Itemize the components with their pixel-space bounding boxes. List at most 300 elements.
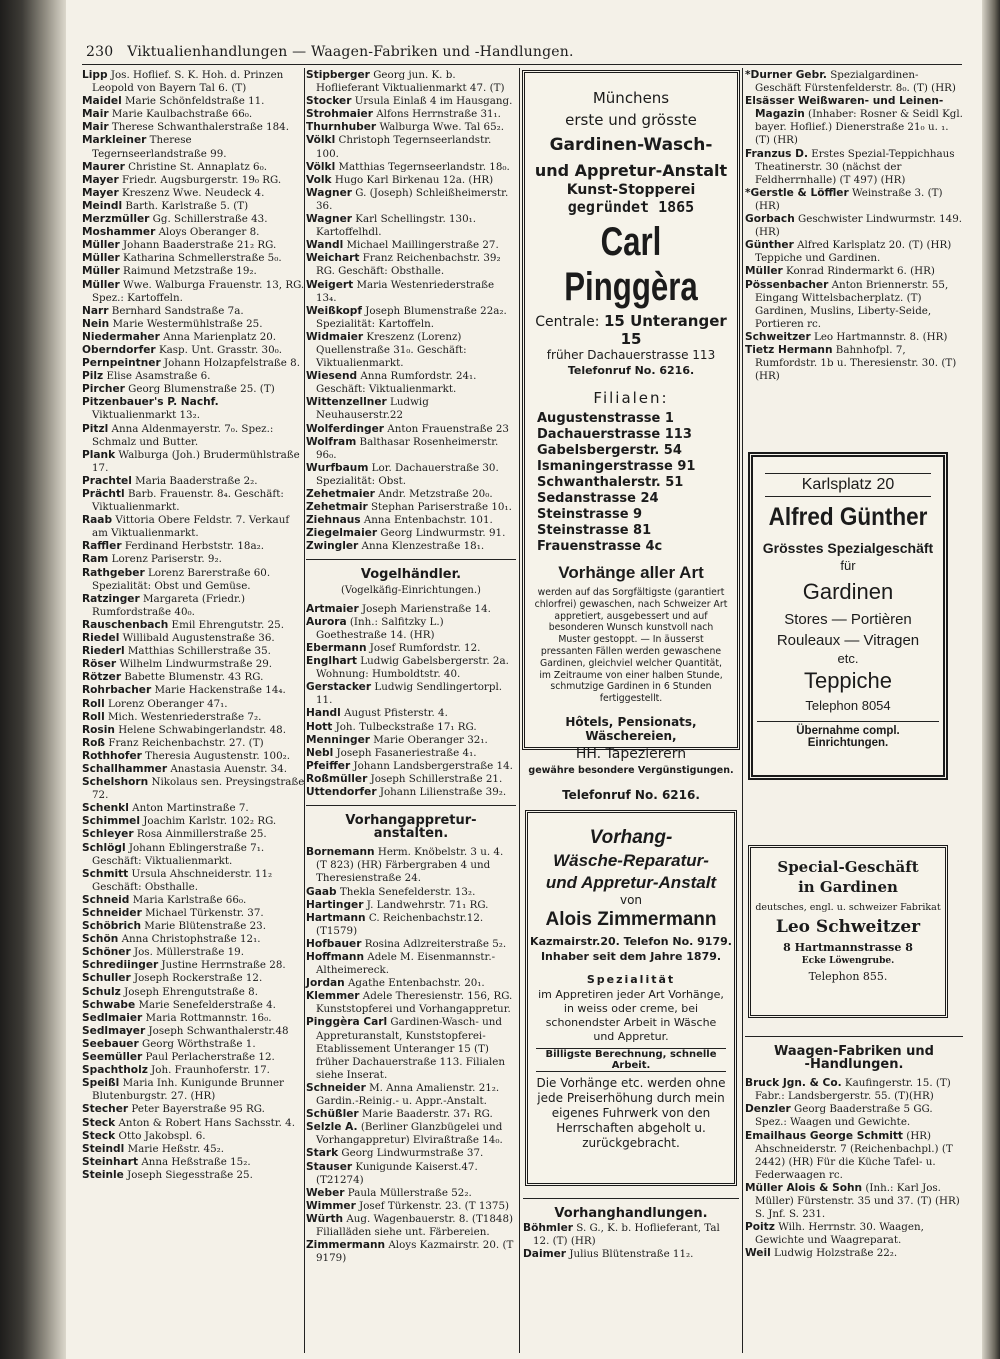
directory-entry [82,986,306,999]
directory-entry [82,488,306,514]
directory-entry [745,1130,963,1182]
entry-details: Anton Briennerstr. 55, Eingang Wittelsbacherplatz. (T) Gardinen, Muslins, Liberty-Seide, Portieren rc. [755,278,949,330]
entry-name: Schelshorn [82,776,149,789]
entry-details: Barth. Karlstraße 5. (T) [125,199,249,212]
pinggera-advertisement [522,70,740,802]
entry-name: Schwabe [82,998,136,1011]
entry-details: Joachim Karlstr. 102₂ RG. [143,815,277,828]
ad-line: Rouleaux — Vitragen [776,632,920,649]
ad-company-name: Carl Pinggèra [564,220,698,309]
entry-name: Schneider [82,907,142,919]
entry-name: Seemüller [82,1051,143,1064]
directory-entry [82,540,306,553]
directory-entry [306,331,516,370]
entry-details: Helene Schwabingerlandstr. 48. [118,723,286,736]
entry-name: Pernpeintner [82,357,161,370]
column-3 [745,69,963,383]
vorhangapp-heading-1: Vorhangappretur- [345,813,477,829]
entry-name: Zehetmaier [306,488,375,500]
entry-details: Maria Baaderstraße 2₂. [135,474,258,487]
entry-name: Wagner [306,213,352,226]
directory-entry [745,239,963,265]
directory-entry [745,279,963,331]
directory-entry [82,632,306,645]
directory-entry [306,436,516,462]
entry-details: Marie Senefelderstraße 4. [138,998,276,1011]
ad-line: Vorhänge aller Art [558,563,704,582]
ad-line: für [840,558,856,573]
directory-entry [82,121,306,134]
entry-details: Joh. Fraunhoferstr. 17. [151,1064,270,1077]
directory-entry [82,226,306,239]
directory-entry [82,763,306,776]
section-rule [523,1198,739,1199]
page-edge [982,0,1000,1359]
directory-entry [82,265,306,278]
entry-details: Rosa Ainmillerstraße 25. [136,828,267,841]
directory-entry [745,95,963,147]
entry-details: Hugo Karl Birkenau 12a. (HR) [334,173,494,186]
entry-details: Peter Bayerstraße 95 RG. [131,1103,265,1116]
entry-name: Hott [306,720,333,733]
entry-details: Johann Eblingerstraße 7₁. Geschäft: Viktualienmarkt. [92,841,265,867]
entry-name: Weber [306,1186,345,1199]
directory-entry [745,187,963,213]
entry-details: C. Reichenbachstr.12. (T1579) [316,911,484,937]
entry-name: Riederl [82,645,125,658]
entry-name: Menninger [306,733,370,746]
column-1 [82,69,306,1182]
directory-entry [82,894,306,907]
entry-details: Otto Jakobspl. 6. [118,1129,206,1142]
directory-entry [306,990,516,1016]
entry-name: Selzle A. [306,1121,358,1134]
ad-line: Gardinen [802,579,894,604]
entry-name: Markleiner [82,134,147,147]
ad-body: Die Vorhänge etc. werden ohne jede Preiserhöhung durch mein eigenes Fuhrwerk von den Herrschaften abgeholt u. zurückgebracht. [536,1076,726,1150]
directory-entry [82,671,306,684]
entry-details: Ludwig Neuhauserstr.22 [316,396,429,422]
entry-name: Ziegelmaier [306,527,378,540]
header-rule [82,64,962,65]
directory-entry [82,475,306,488]
entry-name: Rathgeber [82,566,145,579]
entry-name: Schallhammer [82,762,168,775]
entry-details: (HR) Ahschneiderstr. 7 (Reichenbachpl.) (T 2442) (HR) Für die Küche Tafel- u. Federwaagen rc. [755,1129,953,1181]
directory-entry [306,423,516,436]
entry-name: Pitzl [82,422,109,435]
entry-details: Joh. Tulbeckstraße 17₁ RG. [335,720,477,733]
directory-entry [82,370,306,383]
ad-line: Filialen: [593,389,669,407]
ad-line: Kunst-Stopperei [566,182,696,198]
entry-name: Maidel [82,95,122,108]
entry-details: Margareta (Friedr.) Rumfordstraße 40₀. [92,592,246,618]
ad-company-name: Leo Schweitzer [775,917,921,937]
entry-details: Stephan Pariserstraße 10₁. [370,501,512,514]
entry-name: Gerstacker [306,681,372,694]
directory-entry [306,108,516,121]
directory-entry [82,1156,306,1169]
branch-address: Sedanstrasse 24 [537,491,659,506]
entry-details: Aug. Wagenbauerstr. 8. (T1848) Filialläden siehe unt. Färbereien. [316,1212,514,1238]
ad-line: erste und grösste [565,111,697,129]
entry-details: Gg. Schillerstraße 43. [152,213,268,226]
entry-details: Kunigunde Kaiserst.47.(T21274) [316,1160,478,1186]
entry-name: Strohmaier [306,108,373,121]
entry-details: G. (Joseph) Schleißheimerstr. 36. [316,186,509,212]
directory-entry [306,1213,516,1239]
vorhanghand-section [523,1192,739,1261]
ad-line: HH. Tapezierern [575,745,687,762]
entry-details: Anna Marienplatz 20. [163,330,277,343]
directory-entry [306,681,516,707]
entry-details: J. Landwehrstr. 71₁ RG. [366,898,489,911]
entry-details: (Inh.: Karl Jos. Müller) Fürstenstr. 35 und 37. (T) (HR) S. Jnf. S. 231. [755,1181,960,1221]
ad-line: Münchens [592,89,670,107]
entry-name: *Durner Gebr. [745,69,827,81]
directory-entry [745,1182,963,1221]
directory-entry [745,148,963,187]
entry-name: Stark [306,1147,339,1160]
entry-name: Pitzenbauer's P. Nachf. [82,396,219,409]
directory-entry [306,1082,516,1108]
entry-name: Schmitt [82,867,129,880]
directory-entry [82,1103,306,1116]
entry-name: Röser [82,658,117,671]
entry-details: Kaufingerstr. 15. (T) Fabr.: Landsbergerstr. 55. (T)(HR) [755,1077,951,1103]
entry-details: Joseph Fasaneriestraße 4₁. [336,746,477,759]
directory-entry [745,1077,963,1103]
entry-details: Georg Lindwurmstraße 37. [341,1147,484,1160]
entry-details: Franz Reichenbachstr. 27. (T) [108,736,264,749]
directory-entry [306,977,516,990]
directory-entry [745,265,963,278]
directory-entry [82,907,306,920]
entry-details: Wilh. Herrnstr. 30. Waagen, Gewichte und Waagreparat. [755,1221,924,1247]
entry-name: Zwingler [306,540,359,553]
entry-name: Völkl [306,160,336,173]
entry-details: Therese Schwanthalerstraße 184. [111,121,289,134]
entry-name: Völkl [306,134,336,147]
directory-entry [306,370,516,396]
entry-name: Artmaier [306,602,359,615]
entry-name: Tietz Hermann [745,343,833,356]
directory-entry [82,724,306,737]
entry-name: Schleyer [82,828,134,841]
entry-name: Pössenbacher [745,278,829,291]
entry-name: Weil [745,1247,771,1260]
directory-entry [523,1248,739,1261]
entry-name: Mayer [82,173,119,186]
entry-name: Schön [82,933,119,946]
entry-details: Ferdinand Herbststr. 18a₂. [124,540,264,553]
entry-details: Joseph Marienstraße 14. [362,602,491,615]
entry-details: Maria Westenriederstraße 13₄. [316,278,495,304]
directory-entry [82,920,306,933]
entry-details: Spezialgardinen-Geschäft Fürstenfelderstr. 8₀. (T) (HR) [755,69,956,95]
entry-name: Steinhart [82,1155,139,1168]
directory-entry [82,423,306,449]
entry-name: Moshammer [82,226,156,239]
branch-address: Steinstrasse 81 [537,523,652,538]
entry-details: Anna Heßstraße 15₂. [141,1155,251,1168]
entry-name: Roll [82,710,105,723]
directory-entry [306,1108,516,1121]
entry-details: Adele Theresienstr. 156, RG. Kunststopferei und Vorhangappretur. [316,990,513,1016]
entry-details: Karl Schellingstr. 130₁. Kartoffelhdl. [316,213,477,239]
entry-details: Michael Maillingerstraße 27. [346,239,499,252]
ad-line: Stores — Portièren [784,611,912,628]
directory-entry [306,134,516,160]
directory-entry [306,846,516,885]
entry-details: Joseph Schillerstraße 21. [370,772,503,785]
column-2 [306,69,516,1265]
vogel-subheading: (Vogelkäfig-Einrichtungen.) [341,584,481,596]
directory-entry [82,658,306,671]
entry-details: Theresia Augustenstr. 100₂. [145,749,291,762]
directory-entry [82,305,306,318]
ad-line: Special-Geschäft [777,858,919,876]
entry-details: Christine St. Annaplatz 6₀. [128,160,267,173]
ad-line: Ecke Löwengrube. [801,956,895,966]
ad-line: Vorhang- [589,827,673,848]
branch-address: Dachauerstrasse 113 [537,427,692,442]
entry-name: Pilz [82,370,104,383]
directory-entry [82,946,306,959]
entry-details: Franz Reichenbachstr. 39₂ RG. Geschäft: Obsthalle. [316,252,501,278]
entry-name: Mayer [82,186,119,199]
directory-entry [82,318,306,331]
branch-address: Augustenstrasse 1 [537,411,674,426]
entry-name: Müller Alois & Sohn [745,1181,863,1194]
entry-name: Schöbrich [82,920,141,933]
entry-name: Thurnhuber [306,121,377,134]
entry-details: Alfred Karlsplatz 20. (T) (HR) Teppiche und Gardinen. [755,239,952,265]
ad-line: 15 Unteranger 15 [603,312,727,348]
directory-entry [306,1187,516,1200]
branch-address: Frauenstrasse 4c [537,539,663,554]
directory-entry [306,95,516,108]
entry-details: Lor. Dachauerstraße 30. Spezialität: Obst. [316,461,499,487]
vorhangapp-heading-2: anstalten. [373,826,449,842]
directory-entry [306,540,516,553]
entry-name: Rosin [82,723,115,736]
entry-details: Lorenz Pariserstr. 9₂. [111,553,222,566]
directory-entry [82,1012,306,1025]
entry-details: S. G., K. b. Hoflieferant, Tal 12. (T) (HR) [533,1222,720,1248]
entry-name: Sedlmayer [82,1024,146,1037]
entry-name: Widmaier [306,330,364,343]
directory-entry [82,344,306,357]
directory-entry [82,933,306,946]
directory-entry [82,711,306,724]
entry-details: Emil Ehrengutstr. 25. [171,618,284,631]
waagen-heading-2: -Handlungen. [804,1057,904,1073]
directory-entry [82,134,306,160]
entry-name: Gaab [306,885,337,898]
entry-details: Michael Türkenstr. 37. [145,907,264,919]
entry-details: Kreszenz (Lorenz) Quellenstraße 31₀. Geschäft: Viktualienmarkt. [316,330,467,370]
entry-details: Julius Blütenstraße 11₂. [569,1248,694,1261]
entry-name: Hartinger [306,898,364,911]
directory-entry [82,815,306,828]
directory-entry [306,734,516,747]
entry-name: Weigert [306,278,354,291]
vorhanghand-heading: Vorhanghandlungen. [554,1206,708,1221]
entry-name: Raab [82,514,113,527]
entry-details: M. Anna Amalienstr. 21₂. Gardin.-Reinig.- u. Appr.-Anstalt. [316,1081,500,1108]
directory-entry [306,174,516,187]
ad-phone: Telefonruf No. 6216. [562,787,700,802]
directory-entry [306,213,516,239]
entry-details: Anna Aldenmayerstr. 7₀. Spez.: Schmalz und Butter. [92,422,274,448]
entry-details: Babette Blumenstr. 43 RG. [124,671,264,684]
entry-name: Volk [306,173,332,186]
directory-entry [306,912,516,938]
entry-details: Anton Martinstraße 7. [132,802,249,815]
entry-details: Therese Tegernseerlandstraße 99. [92,134,227,160]
entry-details: Matthias Tegernseerlandstr. 18₀. [338,160,510,173]
entry-name: Schimmel [82,815,140,828]
ad-line: Billigste Berechnung, schnelle Arbeit. [536,1048,726,1072]
entry-name: Ziehnaus [306,514,361,527]
entry-name: Plank [82,448,116,461]
vogel-heading: Vogelhändler. [360,567,462,583]
ad-company-name: Alfred Günther [768,503,928,531]
entry-details: Marie Oberanger 32₁. [373,733,488,746]
entry-name: Daimer [523,1248,567,1261]
directory-entry [306,899,516,912]
entry-name: Stocker [306,95,352,108]
branch-address: Schwanthalerstr. 51 [537,475,684,490]
entry-name: Raffler [82,540,122,553]
directory-entry [306,161,516,174]
entry-name: Oberndorfer [82,343,156,356]
entry-details: Anna Rumfordstr. 24₁. Geschäft: Viktualienmarkt. [316,370,477,396]
entry-details: Marie Kaulbachstraße 66₀. [111,108,253,121]
directory-entry [306,279,516,305]
entry-details: Joseph Rockerstraße 12. [133,972,263,985]
directory-entry [745,344,963,383]
entry-details: Jos. Müllerstraße 19. [133,946,245,959]
directory-entry [306,642,516,655]
directory-entry [82,1051,306,1064]
entry-name: Steck [82,1129,116,1142]
entry-name: Hoffmann [306,951,364,963]
directory-entry [745,1247,963,1260]
entry-details: Joseph Siegesstraße 25. [127,1168,253,1181]
entry-details: Marie Heßstr. 45₂. [127,1142,225,1155]
entry-details: Marie Blütenstraße 23. [144,920,267,933]
directory-entry [306,616,516,642]
ad-line: Grösstes Spezialgeschäft [762,540,934,556]
directory-entry [306,1147,516,1160]
entry-details: Ludwig Holzstraße 22₂. [774,1247,898,1260]
entry-name: Roß [82,736,106,749]
directory-entry [82,698,306,711]
entry-name: Stecher [82,1103,129,1116]
directory-entry [306,239,516,252]
running-title: Viktualienhandlungen — Waagen-Fabriken und -Handlungen. [127,44,574,60]
entry-details: Johann Baaderstraße 21₂ RG. [123,239,277,252]
ad-line: in Gardinen [798,878,898,896]
entry-name: Günther [745,239,794,252]
directory-entry [82,999,306,1012]
ad-line: gegründet 1865 [567,198,695,216]
entry-name: Müller [82,265,120,278]
entry-name: Prächtl [82,488,125,500]
ad-line: früher Dachauerstrasse 113 [546,348,716,362]
waagen-heading-1: Waagen-Fabriken und [774,1044,934,1059]
entry-details: Georg Blumenstraße 25. (T) [128,383,275,396]
entry-name: Wittenzellner [306,396,387,409]
ad-company-name: Alois Zimmermann [545,909,717,930]
branch-address: Gabelsbergerstr. 54 [537,443,682,458]
directory-entry [306,462,516,488]
entry-name: Steinle [82,1168,124,1181]
entry-details: Viktualienmarkt 13₂. [92,409,200,422]
entry-name: Poitz [745,1221,775,1234]
directory-entry [306,707,516,720]
directory-entry [306,305,516,331]
entry-details: Maria Rottmannstr. 16₀. [145,1011,272,1024]
entry-details: Mich. Westenriederstraße 7₂. [107,710,262,723]
ad-line: etc. [837,651,859,666]
entry-details: Thekla Senefelderstr. 13₂. [339,885,476,898]
entry-details: Herm. Knöbelstr. 3 u. 4. (T 823) (HR) Färbergraben 4 und Theresienstraße 24. [316,846,504,885]
entry-details: Ursula Einlaß 4 im Hausgang. [354,95,513,108]
directory-entry [306,747,516,760]
directory-entry [82,645,306,658]
entry-name: Sedlmaier [82,1011,143,1024]
entry-name: Bruck Jgn. & Co. [745,1077,842,1090]
entry-details: Ursula Ahschneiderstr. 11₂ Geschäft: Obsthalle. [92,867,273,893]
entry-name: Stipberger [306,69,370,81]
ad-line: Übernahme compl. Einrichtungen. [757,721,939,749]
entry-name: Aurora [306,615,347,628]
entry-name: Schüßler [306,1108,359,1121]
directory-entry [306,1121,516,1147]
entry-details: Willibald Augustenstraße 36. [122,632,275,645]
ad-line: Karlsplatz 20 [765,473,931,497]
directory-entry [306,69,516,95]
directory-entry [82,239,306,252]
directory-entry [82,1117,306,1130]
directory-entry [82,174,306,187]
entry-details: Justine Herrnstraße 28. [161,959,286,972]
entry-name: Elsässer Weißwaren- und Leinen-Magazin [745,95,944,121]
directory-entry [82,802,306,815]
entry-details: Joseph Schwanthalerstr.48 [148,1024,289,1037]
entry-details: Bahnhofpl. 7, Rumfordstr. 1b u. Theresienstr. 30. (T) (HR) [755,343,957,383]
directory-entry [306,786,516,799]
entry-name: Nebl [306,746,334,759]
ad-line: Gardinen-Wasch- [549,135,713,155]
directory-entry [306,1200,516,1213]
entry-name: Englhart [306,655,357,668]
entry-details: Balthasar Rosenheimerstr. 96₀. [316,435,499,461]
directory-entry [82,1038,306,1051]
entry-name: Steck [82,1116,116,1129]
entry-details: Wilhelm Lindwurmstraße 29. [119,658,273,671]
directory-entry [745,69,963,95]
directory-entry [82,383,306,396]
entry-name: Müller [745,265,783,278]
directory-entry [306,938,516,951]
entry-details: Johann Landsbergerstraße 14. [353,759,513,772]
directory-entry [306,773,516,786]
